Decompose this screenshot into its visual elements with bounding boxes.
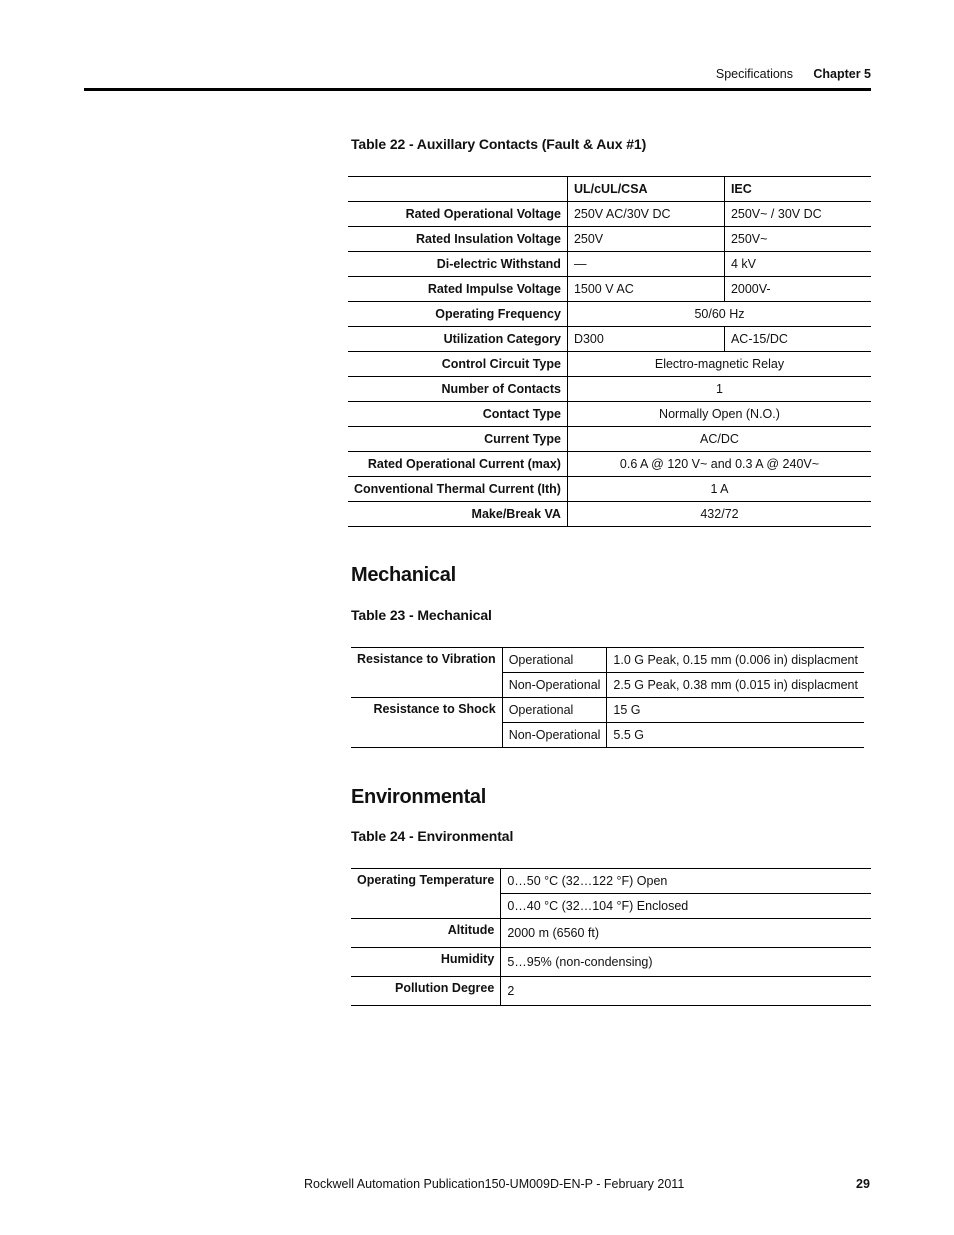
mechanical-table [351,647,864,748]
row-label: Resistance to Vibration [351,648,502,698]
row-label: Rated Impulse Voltage [348,277,567,302]
table-row [351,919,871,948]
environmental-table [351,868,871,1006]
environmental-heading: Environmental [351,786,487,808]
condition-type: Operational [502,698,607,723]
row-label: Humidity [351,948,501,977]
table-row [348,402,871,427]
iec-value: 4 kV [724,252,871,277]
table-22-caption: Table 22 - Auxillary Contacts (Fault & Aux #1) [351,136,647,152]
row-label: Conventional Thermal Current (Ith) [348,477,567,502]
ul-value: — [567,252,724,277]
spec-value: 2 [501,977,871,1006]
ul-value: 250V [567,227,724,252]
row-label: Operating Frequency [348,302,567,327]
page-number: 29 [856,1177,870,1191]
table-row [351,869,871,894]
table-row [348,427,871,452]
row-label: Rated Operational Voltage [348,202,567,227]
row-label: Number of Contacts [348,377,567,402]
row-label: Resistance to Shock [351,698,502,748]
table-row [348,227,871,252]
table-23-caption: Table 23 - Mechanical [351,607,492,623]
table-row [348,277,871,302]
iec-value: 250V~ [724,227,871,252]
row-label: Rated Insulation Voltage [348,227,567,252]
row-label: Utilization Category [348,327,567,352]
shared-value: Electro-magnetic Relay [567,352,871,377]
header-cell-iec: IEC [724,177,871,202]
shared-value: 432/72 [567,502,871,527]
spec-value: 0…40 °C (32…104 °F) Enclosed [501,894,871,919]
condition-type: Operational [502,648,607,673]
shared-value: 0.6 A @ 120 V~ and 0.3 A @ 240V~ [567,452,871,477]
aux-contacts-table [348,176,871,527]
row-label: Pollution Degree [351,977,501,1006]
row-label: Make/Break VA [348,502,567,527]
table-row [351,648,864,673]
spec-value: 1.0 G Peak, 0.15 mm (0.006 in) displacment [607,648,864,673]
table-row [348,252,871,277]
spec-value: 2000 m (6560 ft) [501,919,871,948]
table-row [348,202,871,227]
ul-value: 250V AC/30V DC [567,202,724,227]
condition-type: Non-Operational [502,673,607,698]
table-24-caption: Table 24 - Environmental [351,828,514,844]
spec-value: 2.5 G Peak, 0.38 mm (0.015 in) displacment [607,673,864,698]
shared-value: Normally Open (N.O.) [567,402,871,427]
shared-value: 1 A [567,477,871,502]
table-row [348,477,871,502]
row-label: Current Type [348,427,567,452]
spec-value: 5…95% (non-condensing) [501,948,871,977]
shared-value: 1 [567,377,871,402]
iec-value: 250V~ / 30V DC [724,202,871,227]
table-row [348,302,871,327]
page-header [0,64,871,84]
header-rule [84,88,871,91]
publication-footer: Rockwell Automation Publication150-UM009D-EN-P - February 2011 [304,1177,685,1191]
table-row [348,327,871,352]
shared-value: 50/60 Hz [567,302,871,327]
row-label: Control Circuit Type [348,352,567,377]
condition-type: Non-Operational [502,723,607,748]
shared-value: AC/DC [567,427,871,452]
row-label: Altitude [351,919,501,948]
table-header-row [348,177,871,202]
header-cell-ul: UL/cUL/CSA [567,177,724,202]
table-row [351,977,871,1006]
row-label: Contact Type [348,402,567,427]
row-label: Rated Operational Current (max) [348,452,567,477]
section-title: Specifications [715,67,793,81]
iec-value: AC-15/DC [724,327,871,352]
ul-value: 1500 V AC [567,277,724,302]
table-row [348,377,871,402]
spec-value: 0…50 °C (32…122 °F) Open [501,869,871,894]
row-label: Operating Temperature [351,869,501,919]
table-row [348,502,871,527]
chapter-label: Chapter 5 [813,67,871,81]
header-cell-empty [348,177,567,202]
table-row [351,698,864,723]
mechanical-heading: Mechanical [351,564,456,586]
table-row [348,452,871,477]
table-row [351,948,871,977]
table-row [348,352,871,377]
ul-value: D300 [567,327,724,352]
spec-value: 5.5 G [607,723,864,748]
iec-value: 2000V- [724,277,871,302]
spec-value: 15 G [607,698,864,723]
row-label: Di-electric Withstand [348,252,567,277]
